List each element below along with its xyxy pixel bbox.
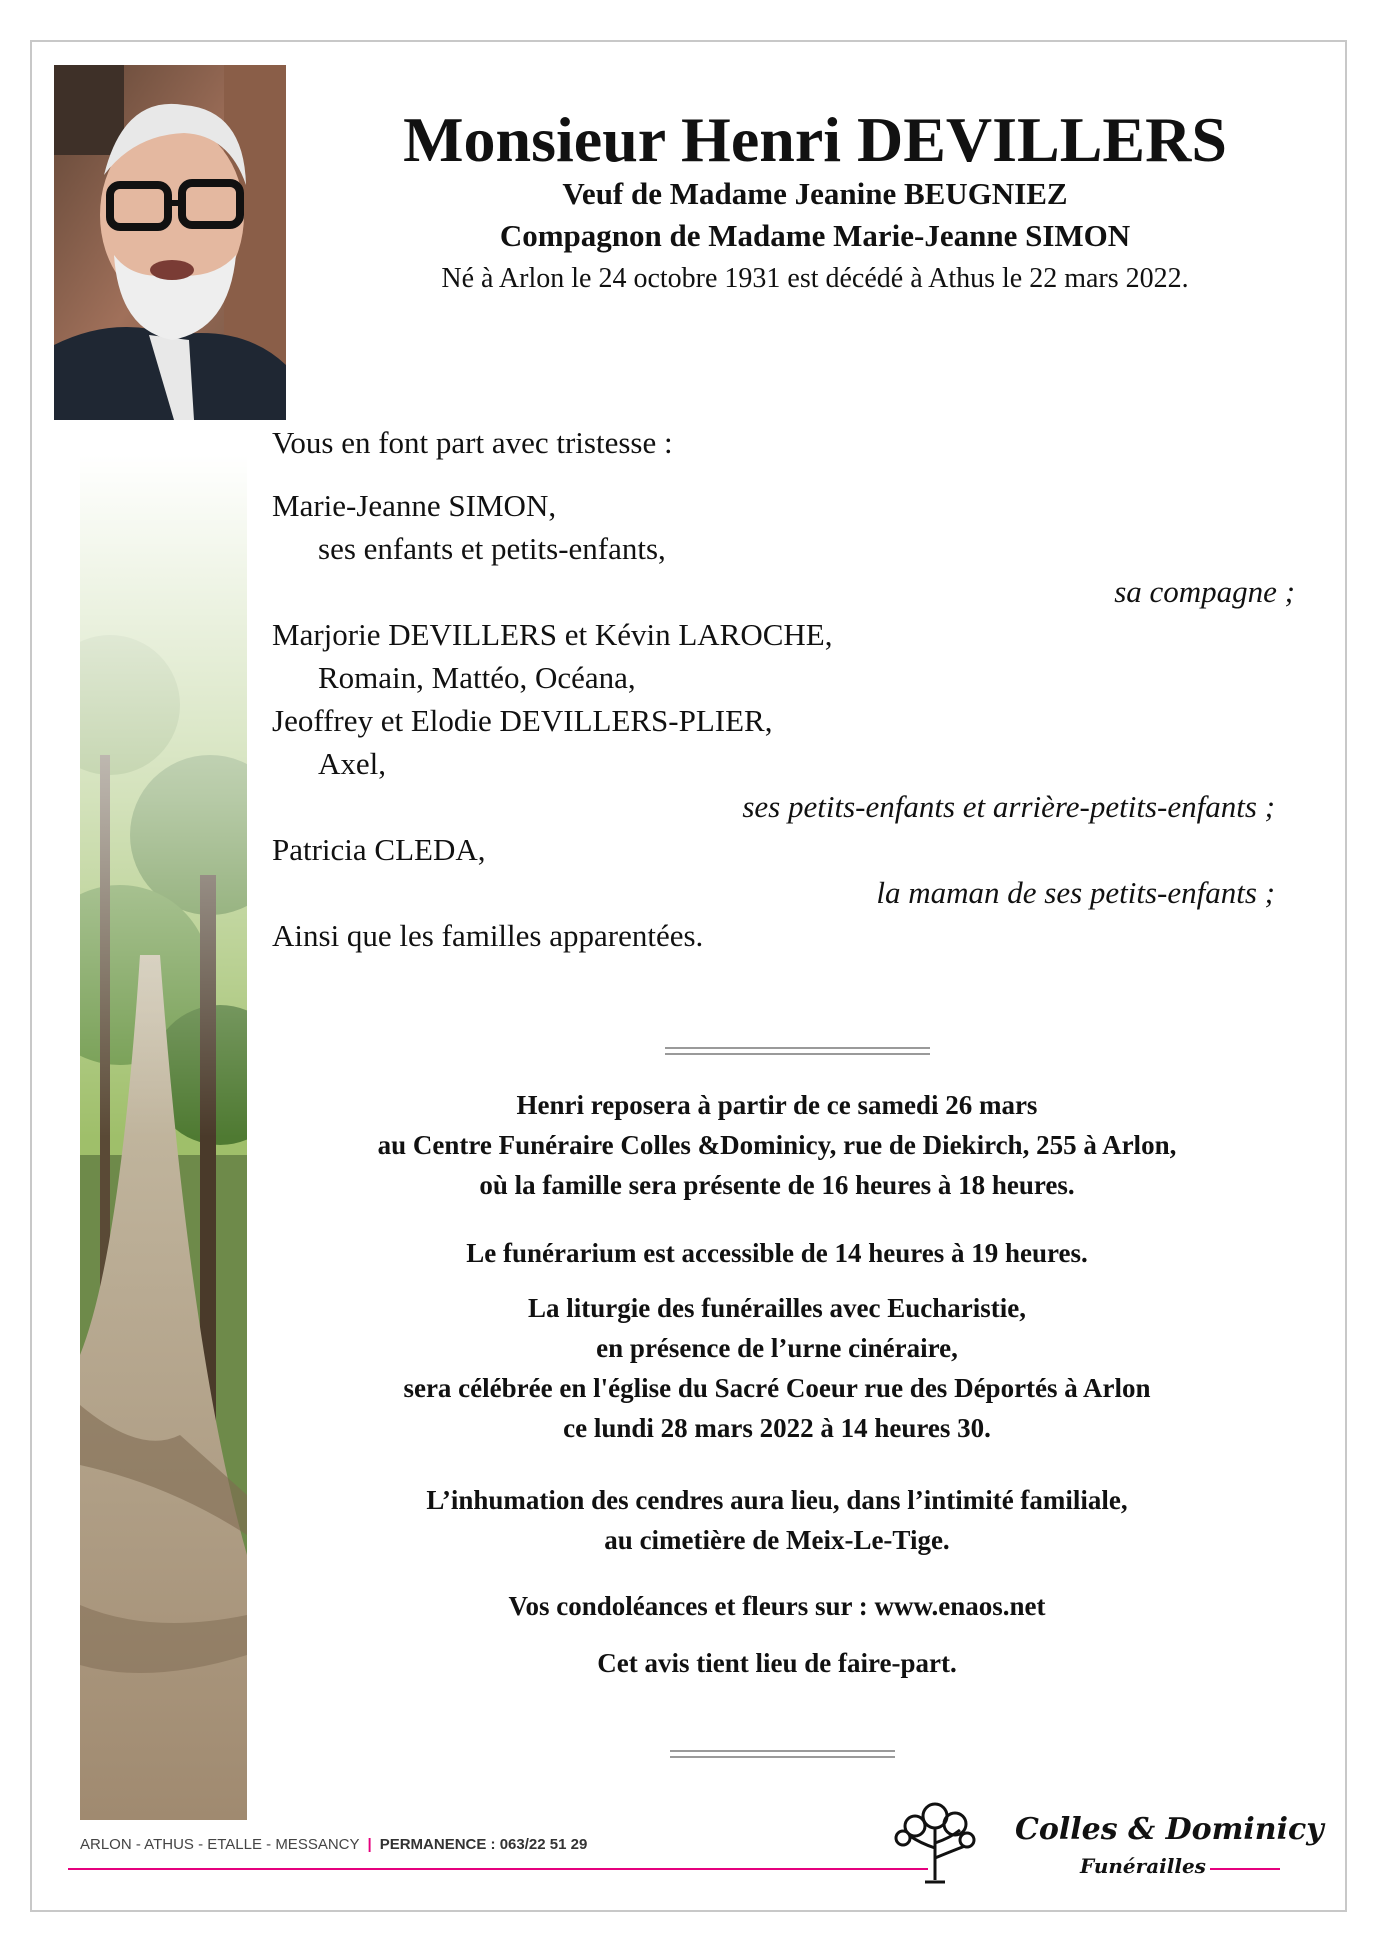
divider [665, 1047, 930, 1049]
tree-logo-icon [885, 1798, 985, 1888]
info-block [272, 1480, 1282, 1560]
logo-subtitle: Funérailles [1080, 1854, 1206, 1878]
divider [670, 1750, 895, 1752]
info-line: ce lundi 28 mars 2022 à 14 heures 30. [563, 1413, 991, 1443]
family-relation: ses petits-enfants et arrière-petits-enfants ; [742, 789, 1275, 824]
info-block [272, 1085, 1282, 1205]
family-line: Marie-Jeanne SIMON, [272, 488, 557, 523]
family-line: Patricia CLEDA, [272, 832, 486, 867]
info-line: sera célébrée en l'église du Sacré Coeur rue des Déportés à Arlon [403, 1373, 1151, 1403]
logo-name: Colles & Dominicy [1015, 1812, 1324, 1847]
footer-accent-line [68, 1868, 928, 1870]
footer-permanence: PERMANENCE : 063/22 51 29 [379, 1836, 588, 1853]
condolences-line: Vos condoléances et fleurs sur : www.enaos.net [508, 1591, 1046, 1621]
info-line: Le funérarium est accessible de 14 heures à 19 heures. [466, 1238, 1088, 1268]
companion-line: Compagnon de Madame Marie-Jeanne SIMON [499, 218, 1131, 253]
info-line: au cimetière de Meix-Le-Tige. [604, 1525, 950, 1555]
family-line: Marjorie DEVILLERS et Kévin LAROCHE, [272, 617, 833, 652]
info-line: La liturgie des funérailles avec Eucharistie, [528, 1293, 1026, 1323]
family-intro: Vous en font part avec tristesse : [272, 425, 673, 460]
footer-locations: ARLON - ATHUS - ETALLE - MESSANCY [80, 1836, 360, 1853]
footer-contact [80, 1836, 587, 1853]
birth-death-line: Né à Arlon le 24 octobre 1931 est décédé à Athus le 22 mars 2022. [441, 263, 1189, 294]
family-line: Ainsi que les familles apparentées. [272, 918, 704, 953]
forest-path-image [80, 455, 247, 1820]
faire-part-line: Cet avis tient lieu de faire-part. [597, 1648, 957, 1678]
logo-accent-line [1210, 1868, 1280, 1870]
footer-separator: | [367, 1836, 372, 1853]
family-line: Jeoffrey et Elodie DEVILLERS-PLIER, [272, 703, 773, 738]
info-block [272, 1288, 1282, 1448]
info-line: au Centre Funéraire Colles &Dominicy, rue de Diekirch, 255 à Arlon, [377, 1130, 1177, 1160]
family-line: Axel, [318, 746, 387, 781]
family-line: ses enfants et petits-enfants, [318, 531, 666, 566]
family-relation: la maman de ses petits-enfants ; [876, 875, 1275, 910]
family-line: Romain, Mattéo, Océana, [318, 660, 636, 695]
info-line: Henri reposera à partir de ce samedi 26 mars [516, 1090, 1038, 1120]
info-line: L’inhumation des cendres aura lieu, dans l’intimité familiale, [426, 1485, 1128, 1515]
widow-line: Veuf de Madame Jeanine BEUGNIEZ [562, 176, 1068, 211]
deceased-name: Monsieur Henri DEVILLERS [403, 104, 1227, 175]
family-relation: sa compagne ; [1114, 574, 1295, 609]
info-line: en présence de l’urne cinéraire, [596, 1333, 958, 1363]
portrait-photo [54, 65, 286, 420]
info-line: où la famille sera présente de 16 heures à 18 heures. [479, 1170, 1075, 1200]
